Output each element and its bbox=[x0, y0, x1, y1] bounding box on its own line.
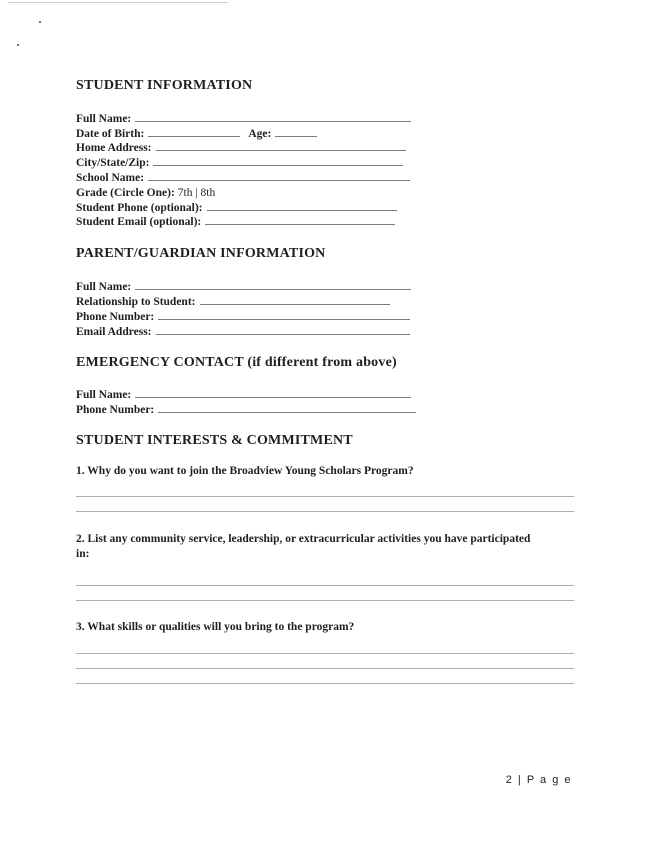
question-1: 1. Why do you want to join the Broadview Young Scholars Program? bbox=[76, 465, 414, 478]
answer-line[interactable] bbox=[76, 600, 574, 601]
field-label: School Name: bbox=[76, 171, 145, 184]
answer-line[interactable] bbox=[76, 683, 574, 684]
answer-line[interactable] bbox=[76, 653, 574, 654]
student-fields bbox=[76, 110, 576, 228]
scan-artifact-line bbox=[8, 2, 228, 3]
field-parent-relationship[interactable] bbox=[76, 293, 576, 308]
field-label: Phone Number: bbox=[76, 310, 155, 323]
fill-line[interactable] bbox=[135, 121, 411, 122]
field-label: Student Phone (optional): bbox=[76, 201, 203, 214]
grade-options[interactable]: 7th | 8th bbox=[177, 186, 216, 199]
field-student-grade[interactable] bbox=[76, 184, 576, 199]
field-label-age: Age: bbox=[248, 127, 272, 140]
field-student-school-name[interactable] bbox=[76, 169, 576, 184]
section-title-parent: PARENT/GUARDIAN INFORMATION bbox=[76, 246, 326, 262]
fill-line[interactable] bbox=[148, 136, 240, 137]
field-student-city-state-zip[interactable] bbox=[76, 154, 576, 169]
field-emergency-phone[interactable] bbox=[76, 401, 576, 416]
field-label: Date of Birth: bbox=[76, 127, 145, 140]
scan-speck bbox=[39, 21, 41, 23]
field-label: Full Name: bbox=[76, 389, 132, 402]
field-parent-phone[interactable] bbox=[76, 308, 576, 323]
field-emergency-full-name[interactable] bbox=[76, 387, 576, 402]
field-parent-full-name[interactable] bbox=[76, 278, 576, 293]
scan-speck bbox=[17, 44, 19, 46]
field-label: Email Address: bbox=[76, 325, 152, 338]
fill-line[interactable] bbox=[200, 304, 390, 305]
answer-line[interactable] bbox=[76, 511, 574, 512]
fill-line[interactable] bbox=[135, 289, 411, 290]
fill-line[interactable] bbox=[153, 165, 403, 166]
fill-line[interactable] bbox=[148, 180, 410, 181]
field-student-home-address[interactable] bbox=[76, 140, 576, 155]
field-label: Home Address: bbox=[76, 142, 152, 155]
fill-line[interactable] bbox=[156, 150, 406, 151]
field-label: Phone Number: bbox=[76, 404, 155, 417]
field-label: City/State/Zip: bbox=[76, 157, 150, 170]
fill-line-age[interactable] bbox=[275, 136, 317, 137]
answer-line[interactable] bbox=[76, 496, 574, 497]
answer-line[interactable] bbox=[76, 585, 574, 586]
fill-line[interactable] bbox=[135, 397, 411, 398]
fill-line[interactable] bbox=[205, 224, 395, 225]
fill-line[interactable] bbox=[207, 210, 397, 211]
field-label: Student Email (optional): bbox=[76, 216, 202, 229]
field-student-full-name[interactable] bbox=[76, 110, 576, 125]
field-label: Relationship to Student: bbox=[76, 295, 196, 308]
fill-line[interactable] bbox=[158, 412, 416, 413]
answer-line[interactable] bbox=[76, 668, 574, 669]
field-label: Grade (Circle One): bbox=[76, 186, 175, 199]
section-title-emergency: EMERGENCY CONTACT (if different from above) bbox=[76, 354, 397, 370]
field-label: Full Name: bbox=[76, 281, 132, 294]
field-parent-email[interactable] bbox=[76, 323, 576, 338]
field-student-dob[interactable] bbox=[76, 125, 576, 140]
section-title-student: STUDENT INFORMATION bbox=[76, 78, 253, 93]
section-title-interests: STUDENT INTERESTS & COMMITMENT bbox=[76, 433, 353, 449]
parent-fields bbox=[76, 278, 576, 337]
page-number: 2 | P a g e bbox=[505, 774, 572, 786]
fill-line[interactable] bbox=[158, 319, 410, 320]
question-3: 3. What skills or qualities will you bring to the program? bbox=[76, 621, 355, 634]
question-2: 2. List any community service, leadership, or extracurricular activities you have participated in: bbox=[76, 533, 531, 561]
emergency-fields bbox=[76, 387, 576, 417]
fill-line[interactable] bbox=[156, 334, 410, 335]
application-form bbox=[76, 78, 576, 684]
field-label: Full Name: bbox=[76, 112, 132, 125]
field-student-phone[interactable] bbox=[76, 199, 576, 214]
field-student-email[interactable] bbox=[76, 214, 576, 229]
